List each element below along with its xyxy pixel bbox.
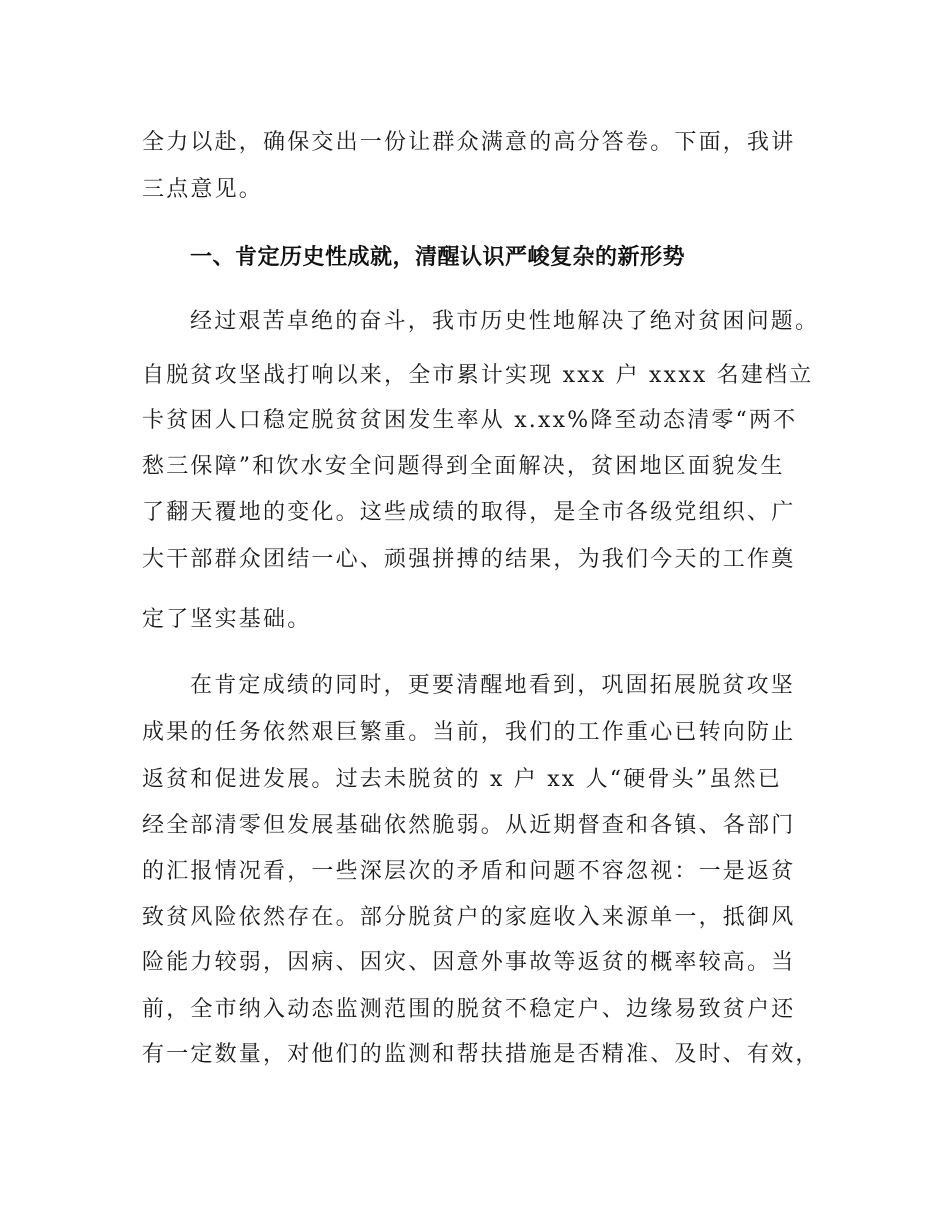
intro-line-2: 三点意见。 [142, 177, 264, 202]
paragraph1-line-4: 愁三保障”和饮水安全问题得到全面解决，贫困地区面貌发生 [142, 454, 785, 479]
paragraph2-line-4: 经全部清零但发展基础依然脆弱。从近期督查和各镇、各部门 [142, 813, 796, 838]
paragraph2-line-3: 返贫和促进发展。过去未脱贫的 x 户 xx 人“硬骨头”虽然已 [142, 767, 782, 792]
paragraph2-line-2: 成果的任务依然艰巨繁重。当前，我们的工作重心已转向防止 [142, 720, 796, 745]
paragraph2-line-1: 在肯定成绩的同时，更要清醒地看到，巩固拓展脱贫攻坚 [190, 673, 796, 698]
paragraph2-line-6: 致贫风险依然存在。部分脱贫户的家庭收入来源单一，抵御风 [142, 905, 796, 930]
paragraph2-line-8: 前，全市纳入动态监测范围的脱贫不稳定户、边缘易致贫户还 [142, 997, 796, 1022]
paragraph1-line-5: 了翻天覆地的变化。这些成绩的取得，是全市各级党组织、广 [142, 500, 796, 525]
paragraph2-line-7: 险能力较弱，因病、因灾、因意外事故等返贫的概率较高。当 [142, 950, 796, 975]
paragraph2-line-9: 有一定数量，对他们的监测和帮扶措施是否精准、及时、有效， [142, 1042, 820, 1067]
section-heading: 一、肯定历史性成就，清醒认识严峻复杂的新形势 [190, 245, 686, 270]
paragraph1-line-3: 卡贫困人口稳定脱贫贫困发生率从 x.xx%降至动态清零“两不 [142, 408, 798, 433]
paragraph1-line-1: 经过艰苦卓绝的奋斗，我市历史性地解决了绝对贫困问题。 [190, 309, 820, 334]
paragraph1-line-6: 大干部群众团结一心、顽强拼搏的结果，为我们今天的工作奠 [142, 547, 796, 572]
intro-line-1: 全力以赴，确保交出一份让群众满意的高分答卷。下面，我讲 [142, 130, 796, 155]
paragraph1-line-2: 自脱贫攻坚战打响以来，全市累计实现 xxx 户 xxxx 名建档立 [142, 363, 814, 388]
paragraph1-line-7: 定了坚实基础。 [142, 607, 312, 632]
paragraph2-line-5: 的汇报情况看，一些深层次的矛盾和问题不容忽视：一是返贫 [142, 859, 796, 884]
